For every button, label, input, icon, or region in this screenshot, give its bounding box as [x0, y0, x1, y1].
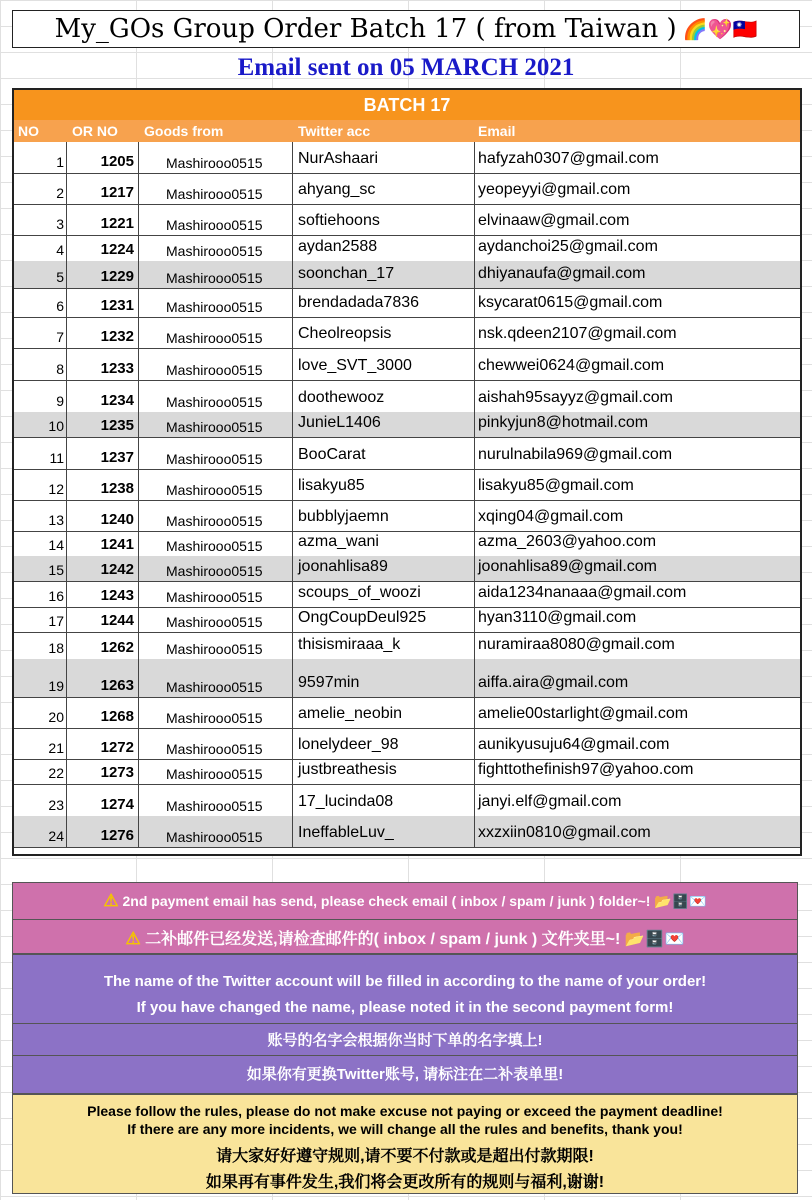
goods-from: Mashirooo0515: [166, 538, 263, 554]
email-address: dhiyanaufa@gmail.com: [478, 265, 646, 282]
goods-from: Mashirooo0515: [166, 362, 263, 378]
table-row: [14, 380, 800, 413]
row-number: 9: [56, 393, 64, 409]
email-address: nurulnabila969@gmail.com: [478, 446, 673, 463]
title-emojis: 🌈💖🇹🇼: [682, 17, 758, 41]
email-address: joonahlisa89@gmail.com: [478, 558, 657, 575]
goods-from: Mashirooo0515: [166, 798, 263, 814]
goods-from: Mashirooo0515: [166, 589, 263, 605]
twitter-account: amelie_neobin: [298, 705, 403, 722]
notice-line: The name of the Twitter account will be filled in according to the name of your order!: [103, 973, 707, 990]
column-divider: [292, 142, 293, 847]
goods-from: Mashirooo0515: [166, 419, 263, 435]
row-number: 14: [48, 537, 64, 553]
notice-line: If you have changed the name, please noted it in the second payment form!: [136, 999, 674, 1016]
table-row: [14, 784, 800, 817]
row-number: 21: [48, 740, 64, 756]
twitter-account: brendadada7836: [298, 294, 420, 311]
column-divider: [474, 142, 475, 847]
row-number: 17: [48, 613, 64, 629]
goods-from: Mashirooo0515: [166, 155, 263, 171]
table-row: [14, 437, 800, 470]
email-address: pinkyjun8@hotmail.com: [478, 414, 649, 431]
twitter-account: JunieL1406: [298, 414, 381, 431]
goods-from: Mashirooo0515: [166, 679, 263, 695]
order-number: 1233: [100, 360, 134, 377]
column-divider: [138, 142, 139, 847]
email-address: xxzxiin0810@gmail.com: [478, 824, 651, 841]
email-address: fighttothefinish97@yahoo.com: [478, 761, 694, 778]
table-row: [14, 728, 800, 760]
goods-from: Mashirooo0515: [166, 451, 263, 467]
email-address: yeopeyyi@gmail.com: [478, 181, 631, 198]
email-address: aunikyusuju64@gmail.com: [478, 736, 670, 753]
column-divider: [66, 142, 67, 847]
goods-from: Mashirooo0515: [166, 710, 263, 726]
row-number: 1: [56, 154, 64, 170]
column-header-row: [14, 120, 800, 142]
table-row: [14, 632, 800, 660]
table-row: [14, 531, 800, 557]
row-number: 3: [56, 216, 64, 232]
order-number: 1262: [100, 639, 134, 656]
notice-line: If there are any more incidents, we will change all the rules and benefits, thank you!: [127, 1121, 683, 1137]
notice-line: 请大家好好遵守规则,请不要不付款或是超出付款期限!: [216, 1148, 594, 1165]
row-number: 4: [56, 242, 64, 258]
twitter-account: lisakyu85: [298, 477, 365, 494]
order-number: 1274: [100, 796, 134, 813]
table-row: [14, 235, 800, 262]
email-address: aiffa.aira@gmail.com: [478, 674, 629, 691]
warning-icon: ⚠: [125, 929, 141, 948]
table-row: [14, 469, 800, 501]
goods-from: Mashirooo0515: [166, 482, 263, 498]
notice-line: 账号的名字会根据你当时下单的名字填上!: [267, 1032, 543, 1049]
table-body: [14, 142, 800, 847]
table-row: [14, 816, 800, 848]
twitter-account: love_SVT_3000: [298, 357, 412, 374]
row-number: 8: [56, 361, 64, 377]
table-row: [14, 659, 800, 698]
email-address: aishah95sayyz@gmail.com: [478, 389, 673, 406]
order-number: 1273: [100, 764, 134, 781]
twitter-account: softiehoons: [298, 212, 380, 229]
order-number: 1243: [100, 587, 134, 604]
order-number: 1263: [100, 677, 134, 694]
table-row: [14, 317, 800, 349]
rules-notice: [12, 1094, 798, 1194]
row-number: 13: [48, 512, 64, 528]
table-row: [14, 288, 800, 318]
email-address: ksycarat0615@gmail.com: [478, 294, 663, 311]
column-header-no: NO: [18, 123, 39, 139]
twitter-account: scoups_of_woozi: [298, 584, 421, 601]
table-row: [14, 581, 800, 608]
column-header-email: Email: [478, 123, 516, 139]
goods-from: Mashirooo0515: [166, 766, 263, 782]
table-row: [14, 697, 800, 729]
notice-line: 如果你有更换Twitter账号, 请标注在二补表单里!: [246, 1066, 564, 1083]
twitter-account: lonelydeer_98: [298, 736, 399, 753]
goods-from: Mashirooo0515: [166, 243, 263, 259]
row-number: 15: [48, 562, 64, 578]
order-number: 1232: [100, 328, 134, 345]
row-number: 18: [48, 640, 64, 656]
warning-icon: ⚠: [103, 891, 119, 910]
twitter-account: thisismiraaa_k: [298, 636, 401, 653]
order-number: 1224: [100, 241, 134, 258]
order-number: 1229: [100, 268, 134, 285]
row-number: 5: [56, 269, 64, 285]
goods-from: Mashirooo0515: [166, 330, 263, 346]
twitter-account: ahyang_sc: [298, 181, 376, 198]
email-address: aydanchoi25@gmail.com: [478, 238, 658, 255]
email-address: aida1234nanaaa@gmail.com: [478, 584, 687, 601]
order-number: 1221: [100, 215, 134, 232]
row-number: 12: [48, 481, 64, 497]
table-row: [14, 500, 800, 532]
twitter-name-notice: [12, 954, 798, 1094]
twitter-account: OngCoupDeul925: [298, 609, 427, 626]
row-number: 10: [48, 418, 64, 434]
goods-from: Mashirooo0515: [166, 641, 263, 657]
order-number: 1237: [100, 449, 134, 466]
twitter-account: joonahlisa89: [298, 558, 388, 575]
order-number: 1241: [100, 536, 134, 553]
notice-emojis: 📂🗄️💌: [654, 893, 707, 909]
twitter-account: IneffableLuv_: [298, 824, 394, 841]
table-row: [14, 142, 800, 174]
twitter-account: doothewooz: [298, 389, 385, 406]
notice-text-cn: 二补邮件已经发送,请检查邮件的( inbox / spam / junk ) 文件夹里~!: [145, 931, 621, 948]
order-number: 1205: [100, 153, 134, 170]
table-row: [14, 173, 800, 205]
table-row: [14, 556, 800, 582]
goods-from: Mashirooo0515: [166, 563, 263, 579]
row-number: 6: [56, 298, 64, 314]
row-number: 2: [56, 185, 64, 201]
twitter-account: soonchan_17: [298, 265, 395, 282]
order-number: 1242: [100, 561, 134, 578]
order-number: 1268: [100, 708, 134, 725]
twitter-account: 9597min: [298, 674, 360, 691]
twitter-account: justbreathesis: [298, 761, 397, 778]
twitter-account: Cheolreopsis: [298, 325, 392, 342]
twitter-account: NurAshaari: [298, 150, 379, 167]
email-address: chewwei0624@gmail.com: [478, 357, 665, 374]
notice-text-en: 2nd payment email has send, please check email ( inbox / spam / junk ) folder~!: [122, 893, 651, 909]
email-sent-date: Email sent on 05 MARCH 2021: [237, 54, 575, 81]
twitter-account: aydan2588: [298, 238, 378, 255]
twitter-account: azma_wani: [298, 533, 379, 550]
goods-from: Mashirooo0515: [166, 394, 263, 410]
twitter-account: 17_lucinda08: [298, 793, 394, 810]
email-address: janyi.elf@gmail.com: [478, 793, 622, 810]
column-header-goods-from: Goods from: [144, 123, 224, 139]
goods-from: Mashirooo0515: [166, 741, 263, 757]
table-row: [14, 607, 800, 633]
email-address: azma_2603@yahoo.com: [478, 533, 657, 550]
twitter-account: BooCarat: [298, 446, 366, 463]
email-address: nuramiraa8080@gmail.com: [478, 636, 675, 653]
notice-emojis: 📂🗄️💌: [624, 931, 685, 948]
order-number: 1276: [100, 827, 134, 844]
order-number: 1231: [100, 297, 134, 314]
email-address: nsk.qdeen2107@gmail.com: [478, 325, 677, 342]
email-address: xqing04@gmail.com: [478, 508, 624, 525]
goods-from: Mashirooo0515: [166, 299, 263, 315]
table-row: [14, 348, 800, 381]
goods-from: Mashirooo0515: [166, 614, 263, 630]
order-number: 1238: [100, 480, 134, 497]
order-number: 1217: [100, 184, 134, 201]
goods-from: Mashirooo0515: [166, 513, 263, 529]
table-row: [14, 261, 800, 289]
row-number: 16: [48, 588, 64, 604]
notice-line: 如果再有事件发生,我们将会更改所有的规则与福利,谢谢!: [205, 1174, 605, 1191]
row-number: 23: [48, 797, 64, 813]
batch-header: BATCH 17: [14, 90, 800, 120]
email-address: hafyzah0307@gmail.com: [478, 150, 659, 167]
table-row: [14, 204, 800, 236]
order-number: 1240: [100, 511, 134, 528]
page-title-box: [12, 10, 800, 48]
order-number: 1235: [100, 417, 134, 434]
payment-email-notice: [12, 882, 798, 954]
email-address: lisakyu85@gmail.com: [478, 477, 634, 494]
table-row: [14, 412, 800, 438]
row-number: 24: [48, 828, 64, 844]
email-address: elvinaaw@gmail.com: [478, 212, 630, 229]
order-number: 1234: [100, 392, 134, 409]
page-title: My_GOs Group Order Batch 17 ( from Taiwan ): [54, 14, 677, 44]
goods-from: Mashirooo0515: [166, 186, 263, 202]
row-number: 22: [48, 765, 64, 781]
table-row: [14, 759, 800, 785]
row-number: 7: [56, 329, 64, 345]
notice-line: Please follow the rules, please do not make excuse not paying or exceed the payment deadline!: [87, 1103, 723, 1119]
goods-from: Mashirooo0515: [166, 270, 263, 286]
email-address: hyan3110@gmail.com: [478, 609, 637, 626]
order-number: 1244: [100, 612, 134, 629]
goods-from: Mashirooo0515: [166, 829, 263, 845]
row-number: 19: [48, 678, 64, 694]
order-number: 1272: [100, 739, 134, 756]
column-header-twitter-acc: Twitter acc: [298, 123, 371, 139]
column-header-or-no: OR NO: [72, 123, 118, 139]
row-number: 20: [48, 709, 64, 725]
email-address: amelie00starlight@gmail.com: [478, 705, 689, 722]
twitter-account: bubblyjaemn: [298, 508, 389, 525]
order-table: [12, 88, 802, 856]
row-number: 11: [49, 450, 64, 466]
goods-from: Mashirooo0515: [166, 217, 263, 233]
